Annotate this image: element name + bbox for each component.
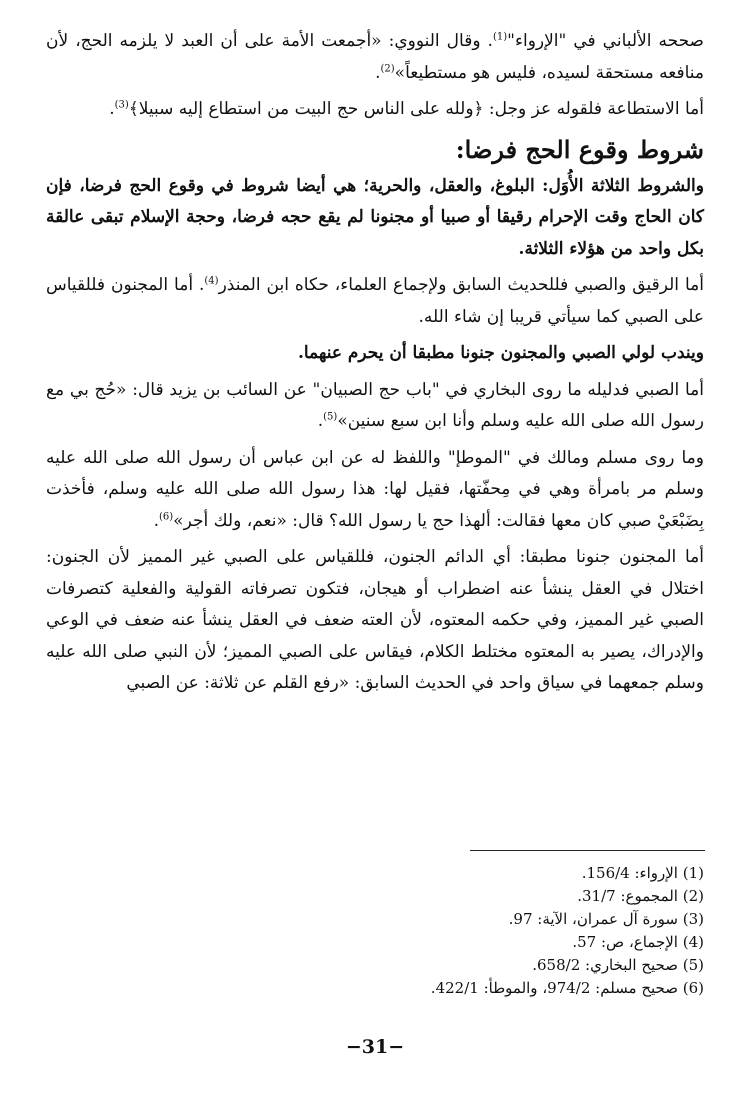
paragraph-istitaa: أما الاستطاعة فلقوله عز وجل: ﴿ولله على الناس حج البيت من استطاع إليه سبيلا﴾$^{(3)}$. xyxy=(109,99,704,119)
paragraph-raqiq: أما الرقيق والصبي فللحديث السابق ولإجماع العلماء، حكاه ابن المنذر$^{(4)}$. أما المجنون فللقياس على الصبي كما سيأتي قريبا إن شاء الله. xyxy=(46,275,704,327)
paragraph-muslim: وما روى مسلم ومالك في "الموطإ" واللفظ له عن ابن عباس أن رسول الله صلى الله عليه وسلم مر بامرأة وهي في مِحفّتها، فقيل لها: هذا رسول الله صلى الله عليه وسلم، فأخذت بِضَبْعَيْ صبي كان معها فقالت: ألهذا حج يا رسول الله؟ قال: «نعم، ولك أجر»$^{(6)}$. xyxy=(46,447,704,531)
paragraph-albani: صححه الألباني في "الإرواء"$^{(1)}$. وقال النووي: «أجمعت الأمة على أن العبد لا يلزمه الحج، لأن منافعه مستحقة لسيده، فليس هو مستطيعاً»$^{(2)}$. xyxy=(46,31,704,83)
footnote-2: (2) المجموع: 31/7. xyxy=(577,887,704,905)
main-text xyxy=(46,26,704,700)
footnote-ref-2[interactable]: (2) xyxy=(380,62,395,74)
footnote-6: (6) صحيح مسلم: 974/2، والموطأ: 422/1. xyxy=(430,979,704,997)
footnote-divider xyxy=(470,850,705,851)
paragraph-conditions: والشروط الثلاثة الأُوَل: البلوغ، والعقل، والحرية؛ هي أيضا شروط في وقوع الحج فرضا، فإن كان الحاج وقت الإحرام رقيقا أو صبيا أو مجنونا لم يقع حجه فرضا، وحجة الإسلام تبقى عالقة بكل واحد من هؤلاء الثلاثة. xyxy=(46,175,704,259)
footnote-ref-6[interactable]: (6) xyxy=(158,510,174,522)
section-heading: شروط وقوع الحج فرضا: xyxy=(455,134,704,164)
page-number: −31− xyxy=(345,1036,405,1058)
footnote-1: (1) الإرواء: 156/4. xyxy=(581,864,704,882)
footnote-5: (5) صحيح البخاري: 658/2. xyxy=(532,956,704,974)
footnote-ref-1[interactable]: (1) xyxy=(492,31,508,43)
footnote-4: (4) الإجماع، ص: 57. xyxy=(572,933,704,951)
footnotes xyxy=(264,862,704,1000)
footnote-ref-5[interactable]: (5) xyxy=(323,411,338,423)
footnote-ref-4[interactable]: (4) xyxy=(204,275,219,287)
paragraph-majnun: أما المجنون جنونا مطبقا: أي الدائم الجنون، فللقياس على الصبي غير المميز لأن الجنون: اختلال في العقل ينشأ عنه اضطراب أو هيجان، فتكون تصرفاته القولية والفعلية كتصرفات الصبي غير المميز، وفي حكمه المعتوه، لأن العته ضعف في العقل ينشأ عنه ضعف في الوعي والإدراك، يصير به المعتوه مختلط الكلام، فيقاس على الصبي المميز؛ لأن النبي صلى الله عليه وسلم جمعهما في سياق واحد في الحديث السابق: «رفع القلم عن ثلاثة: عن الصبي xyxy=(46,547,704,693)
paragraph-sabi: أما الصبي فدليله ما روى البخاري في "باب حج الصبيان" عن السائب بن يزيد قال: «حُج بي مع رسول الله صلى الله عليه وسلم وأنا ابن سبع سنين»$^{(5)}$. xyxy=(46,379,704,431)
paragraph-nadb: ويندب لولي الصبي والمجنون جنونا مطبقا أن يحرم عنهما. xyxy=(297,343,704,363)
footnote-ref-3[interactable]: (3) xyxy=(114,99,129,111)
footnote-3: (3) سورة آل عمران، الآية: 97. xyxy=(508,910,704,928)
